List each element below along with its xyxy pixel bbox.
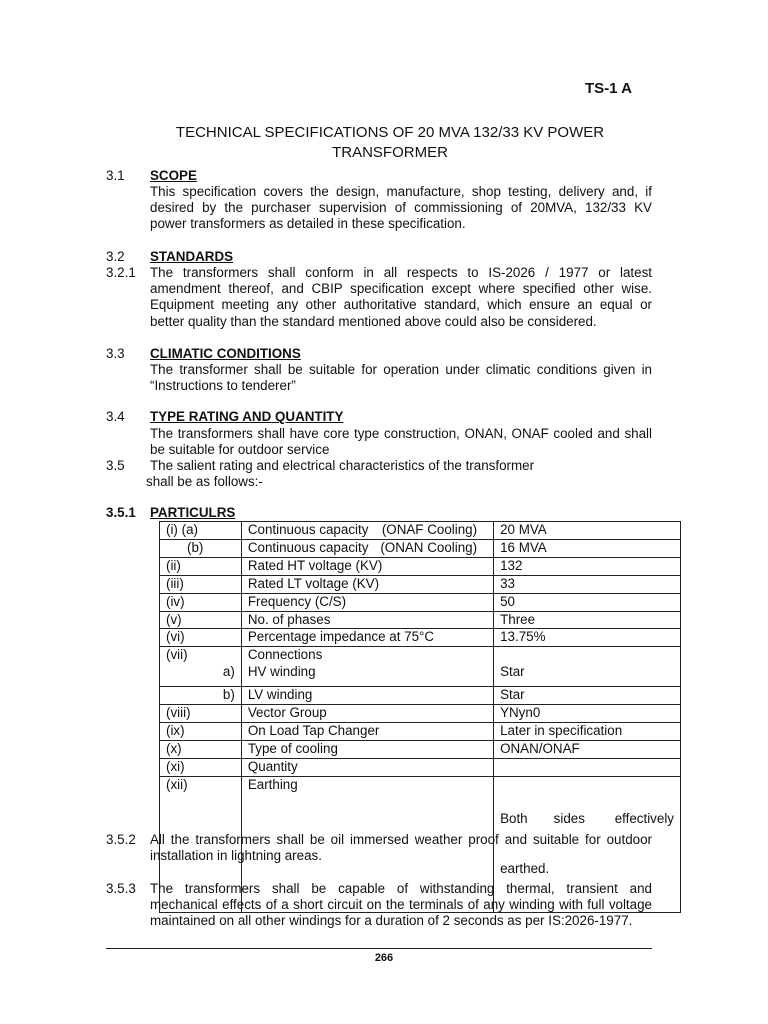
table-row: [160, 575, 681, 593]
table-cell: (iv): [160, 593, 242, 611]
title-line-1: TECHNICAL SPECIFICATIONS OF 20 MVA 132/33 KV POWER: [175, 124, 605, 141]
text-line: amendment thereof, and CBIP specification except where specified other wise.: [150, 281, 652, 297]
table-cell: Star: [494, 664, 681, 687]
table-cell: ONAN/ONAF: [494, 740, 681, 758]
table-cell: a): [160, 664, 242, 687]
cell-text: (ONAN Cooling): [380, 539, 478, 555]
section-heading-standards: STANDARDS: [150, 249, 234, 264]
table-cell: LV winding: [241, 687, 493, 705]
table-cell: 16 MVA: [494, 539, 681, 557]
section-number: 3.4: [106, 409, 125, 424]
text-line: installation in lightning areas.: [150, 848, 322, 864]
table-cell: Connections: [241, 647, 493, 664]
table-cell: (iii): [160, 575, 242, 593]
table-cell: Rated HT voltage (KV): [241, 557, 493, 575]
table-cell: (viii): [160, 705, 242, 723]
table-cell: 13.75%: [494, 629, 681, 647]
section-number: 3.2: [106, 249, 125, 264]
section-heading-scope: SCOPE: [150, 168, 197, 183]
table-cell: (vii): [160, 647, 242, 664]
cell-text: earthed.: [500, 861, 550, 877]
section-body-short-circuit: [150, 881, 652, 930]
table-row: [160, 557, 681, 575]
table-cell: [241, 539, 493, 557]
section-number: 3.5.1: [106, 505, 136, 520]
table-row: [160, 758, 681, 776]
table-cell: 50: [494, 593, 681, 611]
table-cell: (i) (a): [160, 522, 242, 540]
table-cell: 132: [494, 557, 681, 575]
table-row: [160, 723, 681, 741]
table-cell: Earthing: [241, 776, 493, 912]
document-title: [120, 123, 660, 163]
section-body-standards: [150, 265, 652, 330]
table-cell: (ix): [160, 723, 242, 741]
table-cell: [494, 758, 681, 776]
section-number: 3.1: [106, 168, 125, 183]
table-row: [160, 611, 681, 629]
footer-divider: [106, 948, 652, 949]
text-line: “Instructions to tenderer”: [150, 378, 296, 394]
table-cell: b): [160, 687, 242, 705]
text-line: The transformer shall be suitable for operation under climatic conditions given in: [150, 362, 652, 377]
section-text: The salient rating and electrical characteristics of the transformer: [150, 458, 535, 473]
table-cell: (xii): [160, 776, 242, 912]
section-number: 3.5.2: [106, 832, 136, 847]
document-code: TS-1 A: [585, 80, 632, 97]
section-text: shall be as follows:-: [146, 474, 263, 489]
text-line: desired by the purchaser supervision of commissioning of 20MVA, 132/33 KV: [150, 200, 652, 216]
table-cell: (b): [160, 539, 242, 557]
table-cell: [241, 522, 493, 540]
table-cell: (xi): [160, 758, 242, 776]
section-body-type-rating: [150, 426, 652, 458]
table-cell: (vi): [160, 629, 242, 647]
text-line: power transformers as detailed in these specification.: [150, 216, 466, 232]
table-cell: HV winding: [241, 664, 493, 687]
table-cell: Star: [494, 687, 681, 705]
table-cell: (ii): [160, 557, 242, 575]
section-number: 3.5.3: [106, 881, 136, 896]
table-cell: (v): [160, 611, 242, 629]
table-cell: Quantity: [241, 758, 493, 776]
text-line: The transformers shall be capable of withstanding thermal, transient and: [150, 881, 652, 896]
table-row: [160, 539, 681, 557]
table-cell: Rated LT voltage (KV): [241, 575, 493, 593]
cell-text: (ONAF Cooling): [381, 522, 478, 537]
table-row: [160, 740, 681, 758]
table-cell: YNyn0: [494, 705, 681, 723]
table-row: [160, 629, 681, 647]
section-number: 3.3: [106, 346, 125, 361]
table-row: [160, 705, 681, 723]
table-cell: Three: [494, 611, 681, 629]
section-body-climatic: [150, 362, 652, 394]
title-line-2: TRANSFORMER: [332, 144, 448, 161]
table-cell: [494, 647, 681, 664]
table-cell: 33: [494, 575, 681, 593]
table-row: [160, 522, 681, 540]
table-cell: Percentage impedance at 75°C: [241, 629, 493, 647]
table-row: [160, 647, 681, 664]
section-number: 3.5: [106, 458, 125, 473]
text-line: This specification covers the design, manufacture, shop testing, delivery and, if: [150, 184, 652, 199]
section-number: 3.2.1: [106, 265, 136, 280]
cell-text: Continuous capacity: [247, 539, 369, 555]
table-cell: Later in specification: [494, 723, 681, 741]
text-line: Equipment meeting any other authoritative standard, which ensure an equal or: [150, 297, 652, 313]
table-cell: 20 MVA: [494, 522, 681, 540]
table-cell: (x): [160, 740, 242, 758]
table-cell: Type of cooling: [241, 740, 493, 758]
section-heading-particulars: PARTICULRS: [150, 505, 236, 520]
table-row: [160, 664, 681, 687]
text-line: better quality than the standard mentioned above could also be considered.: [150, 313, 597, 329]
text-line: be suitable for outdoor service: [150, 442, 330, 458]
section-heading-type-rating: TYPE RATING AND QUANTITY: [150, 409, 344, 424]
table-cell: Frequency (C/S): [241, 593, 493, 611]
text-line: mechanical effects of a short circuit on the terminals of any winding with full voltage: [150, 897, 652, 913]
table-cell: Vector Group: [241, 705, 493, 723]
section-heading-climatic: CLIMATIC CONDITIONS: [150, 346, 301, 361]
text-line: All the transformers shall be oil immersed weather proof and suitable for outdoor: [150, 832, 652, 847]
text-line: The transformers shall conform in all respects to IS-2026 / 1977 or latest: [150, 265, 652, 280]
cell-text: Both sides effectively: [500, 810, 674, 826]
section-body-oil-immersed: [150, 832, 652, 864]
cell-text: Continuous capacity: [247, 522, 369, 537]
table-cell: No. of phases: [241, 611, 493, 629]
page-number: 266: [374, 952, 394, 964]
text-line: maintained on all other windings for a duration of 2 seconds as per IS:2026-1977.: [150, 913, 633, 929]
table-row: [160, 593, 681, 611]
table-cell: On Load Tap Changer: [241, 723, 493, 741]
table-row: [160, 687, 681, 705]
section-body-scope: [150, 184, 652, 233]
text-line: The transformers shall have core type construction, ONAN, ONAF cooled and shall: [150, 426, 652, 441]
